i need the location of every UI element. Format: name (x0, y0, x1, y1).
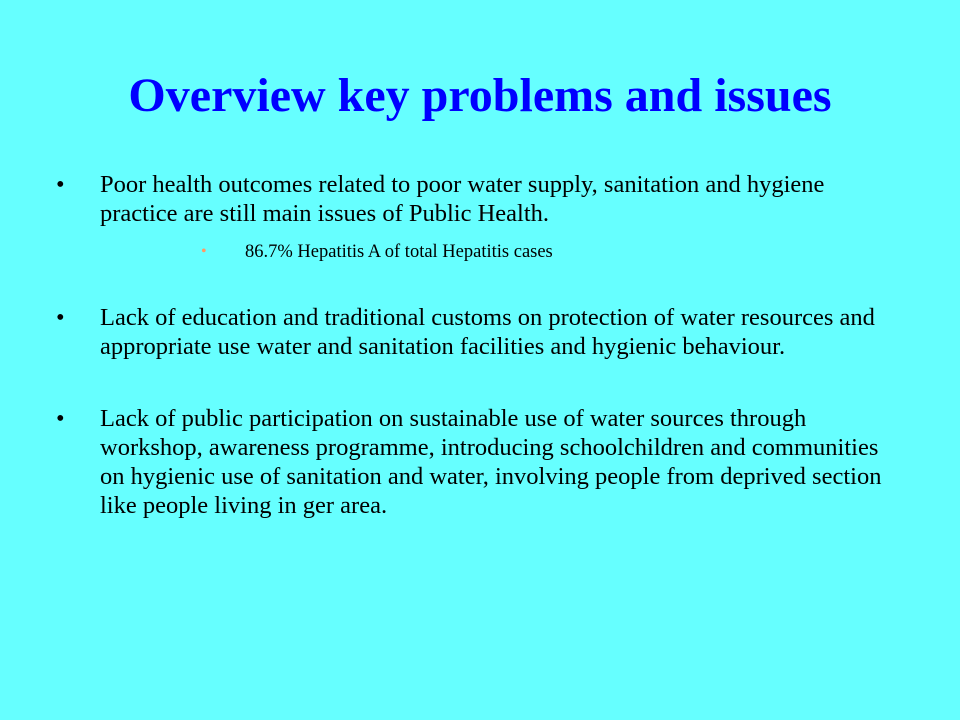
bullet-item (0, 404, 960, 520)
sub-bullet-text: 86.7% Hepatitis A of total Hepatitis cases (245, 242, 553, 262)
sub-bullet-item (100, 240, 900, 264)
bullet-item (0, 170, 960, 264)
slide-title: Overview key problems and issues (128, 69, 832, 122)
bullet-text: Lack of public participation on sustainable use of water sources through workshop, awareness programme, introducing schoolchildren and communities on hygienic use of sanitation and water, involving people from deprived section like people living in ger area. (100, 405, 882, 519)
bullet-text: Poor health outcomes related to poor water supply, sanitation and hygiene practice are still main issues of Public Health. (100, 171, 825, 227)
bullet-marker: • (56, 304, 65, 331)
sub-bullet-marker: • (201, 243, 207, 260)
bullet-text: Lack of education and traditional customs on protection of water resources and appropriate use water and sanitation facilities and hygienic behaviour. (100, 304, 875, 360)
bullet-marker: • (56, 405, 65, 432)
bullet-list (0, 170, 960, 520)
bullet-item (0, 303, 960, 361)
bullet-marker: • (56, 171, 65, 198)
